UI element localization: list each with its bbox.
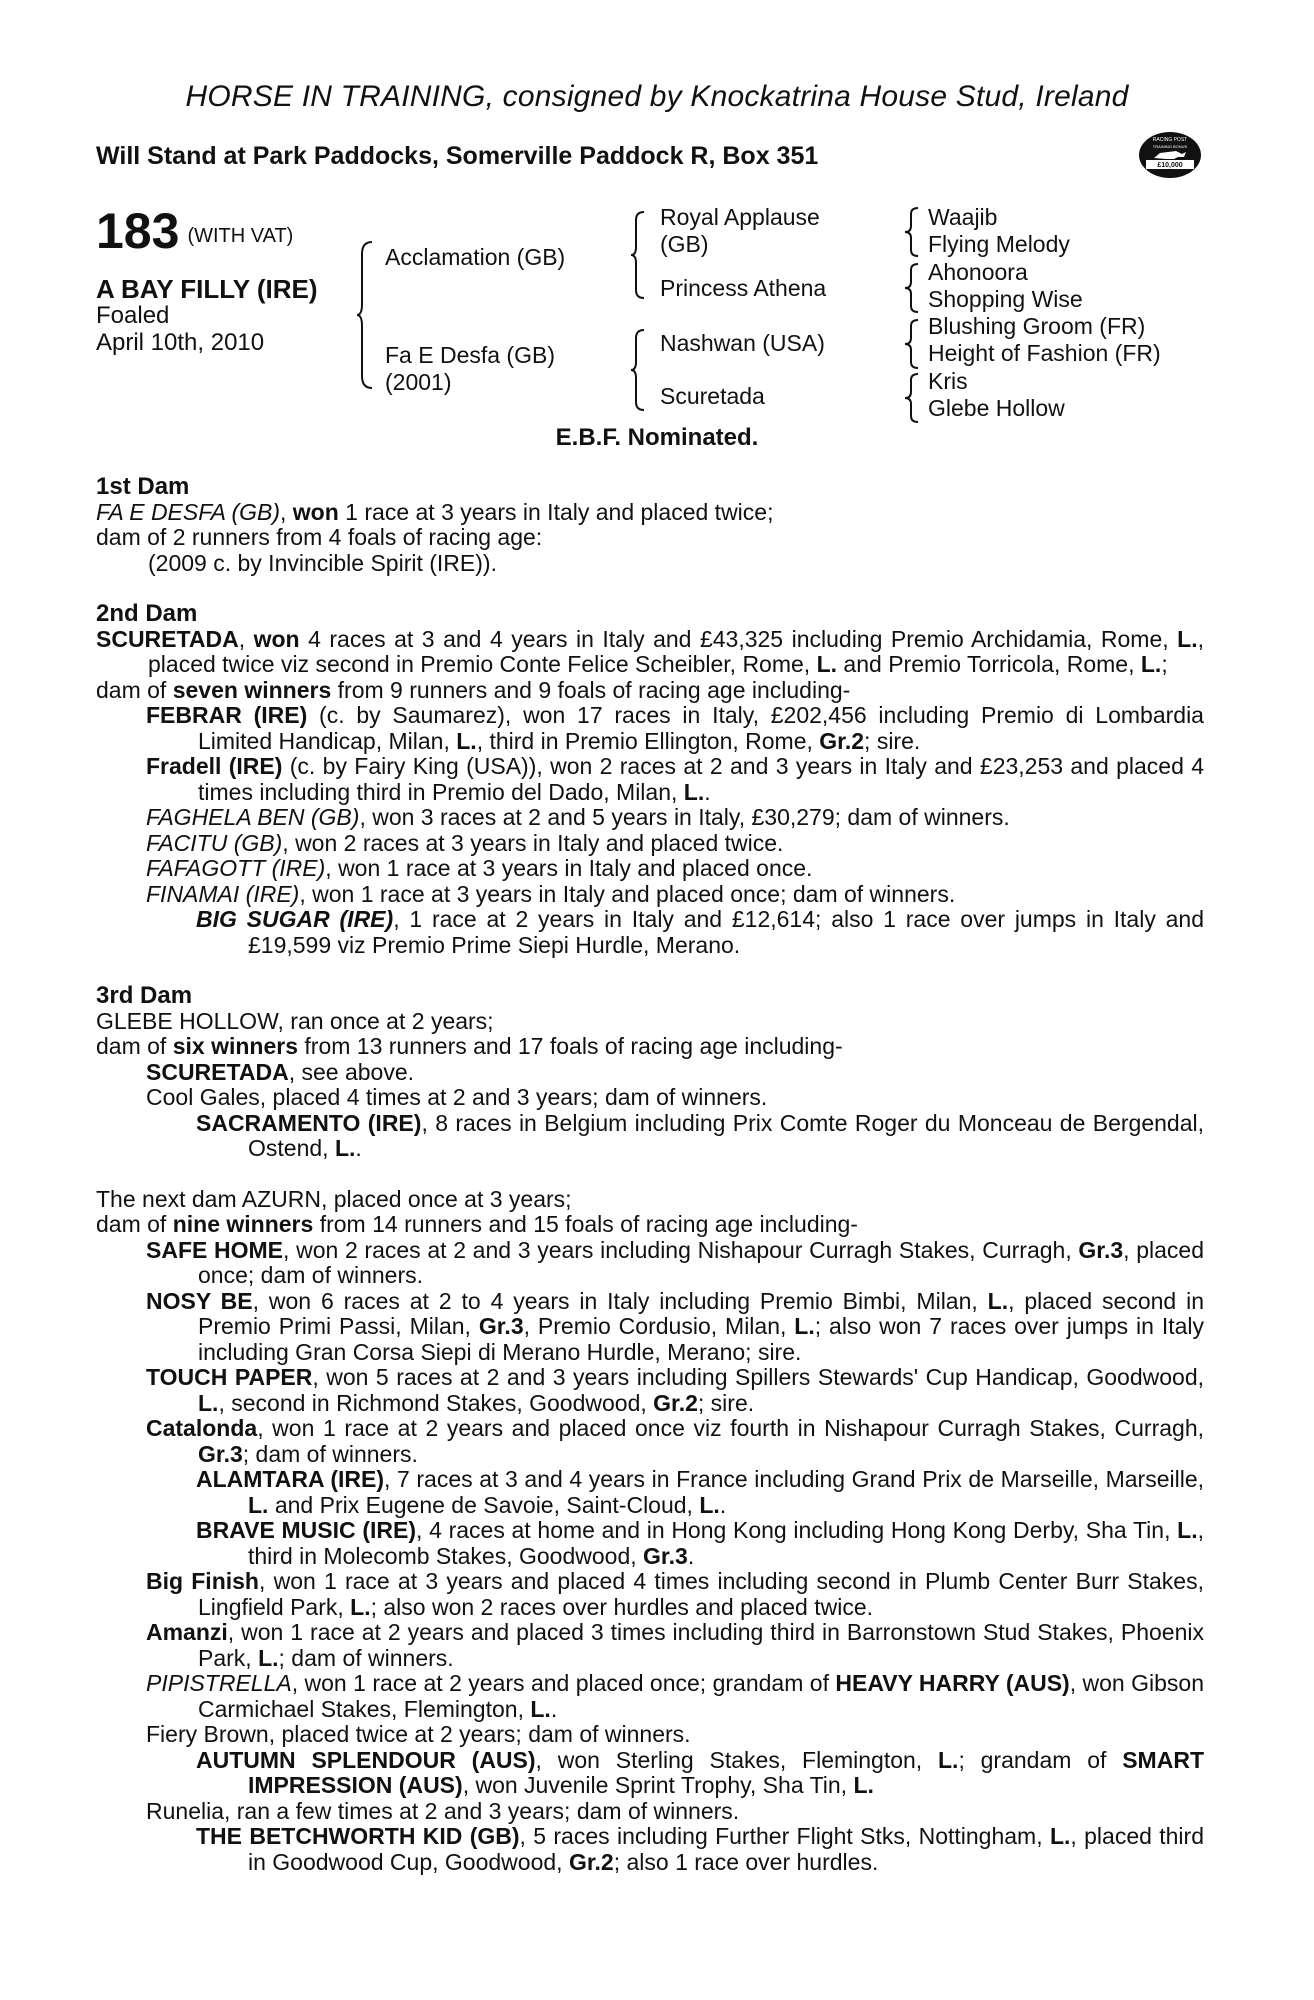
badge-text-top: RACING POST — [1152, 137, 1188, 143]
produce-fradell: Fradell (IRE) (c. by Fairy King (USA)), won 2 races at 2 and 3 years in Italy and £23,253 and placed 4 times including third in Premio del Dado, Milan, L.. — [146, 753, 1205, 805]
next-dam-line: The next dam AZURN, placed once at 3 years; — [96, 1185, 572, 1212]
produce-runelia: Runelia, ran a few times at 2 and 3 years; dam of winners. — [146, 1797, 740, 1824]
produce-fafagott: FAFAGOTT (IRE), won 1 race at 3 years in Italy and placed once. — [146, 855, 813, 881]
second-dam-produce: dam of seven winners from 9 runners and 9 foals of racing age including- — [96, 676, 851, 703]
foaled-label: Foaled — [96, 302, 170, 329]
produce-betchworth-kid: THE BETCHWORTH KID (GB), 5 races including Further Flight Stks, Nottingham, L., placed third in Goodwood Cup, Goodwood, Gr.2; also 1 race over hurdles. — [196, 1823, 1204, 1875]
pedigree-brace-gen1 — [356, 240, 374, 390]
produce-cool-gales: Cool Gales, placed 4 times at 2 and 3 years; dam of winners. — [146, 1084, 768, 1110]
pedigree-brace-gen3-1 — [904, 206, 920, 258]
foaled-date: April 10th, 2010 — [96, 329, 265, 356]
produce-febrar: FEBRAR (IRE) (c. by Saumarez), won 17 races in Italy, £202,456 including Premio di Lombardia Limited Handicap, Milan, L., third in Premio Ellington, Rome, Gr.2; sire. — [146, 702, 1204, 754]
pedigree-sire-sire — [660, 204, 820, 258]
produce-faghela: FAGHELA BEN (GB), won 3 races at 2 and 5 years in Italy, £30,279; dam of winners. — [146, 804, 1010, 830]
produce-pipistrella: PIPISTRELLA, won 1 race at 2 years and placed once; grandam of HEAVY HARRY (AUS), won Gibson Carmichael Stakes, Flemington, L.. — [146, 1670, 1204, 1722]
produce-scuretada: SCURETADA, see above. — [146, 1058, 414, 1085]
third-dam-produce: dam of six winners from 13 runners and 17 foals of racing age including- — [96, 1033, 843, 1059]
pedigree-gen3-1: Waajib — [928, 204, 998, 230]
second-dam-heading: 2nd Dam — [96, 600, 198, 627]
first-dam-foal: (2009 c. by Invincible Spirit (IRE)). — [148, 549, 497, 576]
pedigree-gen3-8: Glebe Hollow — [928, 395, 1065, 421]
racing-post-trophy-icon — [1138, 130, 1202, 180]
pedigree-dam-name: Fa E Desfa (GB) — [385, 342, 555, 368]
page-title: HORSE IN TRAINING, consigned by Knockatrina House Stud, Ireland — [185, 80, 1129, 113]
badge-text-mid: TRAINING BONUS — [1152, 144, 1188, 149]
produce-big-finish: Big Finish, won 1 race at 3 years and placed 4 times including second in Plumb Center Burr Stakes, Lingfield Park, L.; also won 2 races over hurdles and placed twice. — [146, 1568, 1204, 1620]
produce-amanzi: Amanzi, won 1 race at 2 years and placed 3 times including third in Barronstown Stud Stakes, Phoenix Park, L.; dam of winners. — [146, 1619, 1204, 1671]
first-dam-heading: 1st Dam — [96, 473, 190, 500]
pedigree-dam-year: (2001) — [385, 369, 452, 395]
pedigree-dam-sire: Nashwan (USA) — [660, 330, 825, 356]
ebf-nominated: E.B.F. Nominated. — [555, 424, 759, 451]
produce-catalonda: Catalonda, won 1 race at 2 years and placed once viz fourth in Nishapour Curragh Stakes, Curragh, Gr.3; dam of winners. — [146, 1415, 1204, 1467]
pedigree-sire-sire-country: (GB) — [660, 231, 709, 257]
produce-safe-home: SAFE HOME, won 2 races at 2 and 3 years including Nishapour Curragh Stakes, Curragh, Gr.3, placed once; dam of winners. — [146, 1236, 1204, 1288]
pedigree-brace-gen3-4 — [904, 372, 920, 424]
pedigree-brace-sire — [630, 210, 646, 300]
first-dam-produce: dam of 2 runners from 4 foals of racing age: — [96, 524, 543, 550]
pedigree-brace-gen3-2 — [904, 262, 920, 314]
pedigree-gen3-5: Blushing Groom (FR) — [928, 313, 1146, 339]
lot-vat: (WITH VAT) — [187, 225, 294, 247]
second-dam-record: SCURETADA, won 4 races at 3 and 4 years in Italy and £43,325 including Premio Archidamia, Rome, L., placed twice viz second in Premio Conte Felice Scheibler, Rome, L. and Premio Torricola, Rome, L.; — [96, 625, 1204, 677]
pedigree-gen3-3: Ahonoora — [928, 259, 1028, 285]
produce-brave-music: BRAVE MUSIC (IRE), 4 races at home and in Hong Kong including Hong Kong Derby, Sha Tin, L., third in Molecomb Stakes, Goodwood, Gr.3. — [196, 1517, 1204, 1569]
pedigree-sire-dam: Princess Athena — [660, 275, 827, 301]
pedigree-gen3-4: Shopping Wise — [928, 286, 1083, 312]
next-dam-produce: dam of nine winners from 14 runners and 15 foals of racing age including- — [96, 1211, 858, 1237]
lot-description: A BAY FILLY (IRE) — [96, 274, 318, 304]
produce-big-sugar: BIG SUGAR (IRE), 1 race at 2 years in Italy and £12,614; also 1 race over jumps in Italy and £19,599 viz Premio Prime Siepi Hurdle, Merano. — [196, 906, 1204, 958]
pedigree-gen3-6: Height of Fashion (FR) — [928, 340, 1161, 366]
sale-location: Will Stand at Park Paddocks, Somerville Paddock R, Box 351 — [96, 142, 819, 170]
produce-finamai: FINAMAI (IRE), won 1 race at 3 years in Italy and placed once; dam of winners. — [146, 880, 956, 907]
pedigree-dam-dam: Scuretada — [660, 383, 765, 409]
produce-facitu: FACITU (GB), won 2 races at 3 years in Italy and placed twice. — [146, 829, 784, 856]
produce-touch-paper: TOUCH PAPER, won 5 races at 2 and 3 years including Spillers Stewards' Cup Handicap, Goodwood, L., second in Richmond Stakes, Goodwood, Gr.2; sire. — [146, 1364, 1204, 1416]
pedigree-gen3-2: Flying Melody — [928, 231, 1070, 257]
foaled-info — [96, 302, 264, 356]
lot-number: 183 — [96, 203, 180, 259]
lot-heading — [96, 203, 294, 259]
pedigree-gen3-7: Kris — [928, 368, 968, 394]
third-dam-line: GLEBE HOLLOW, ran once at 2 years; — [96, 1007, 494, 1034]
pedigree-brace-dam — [630, 328, 646, 412]
badge-text-bottom: £10,000 — [1157, 162, 1183, 169]
produce-nosy-be: NOSY BE, won 6 races at 2 to 4 years in Italy including Premio Bimbi, Milan, L., placed second in Premio Primi Passi, Milan, Gr.3, Premio Cordusio, Milan, L.; also won 7 races over jumps in Italy including Gran Corsa Siepi di Merano Hurdle, Merano; sire. — [146, 1287, 1205, 1365]
produce-fiery-brown: Fiery Brown, placed twice at 2 years; dam of winners. — [146, 1721, 691, 1747]
produce-alamtara: ALAMTARA (IRE), 7 races at 3 and 4 years in France including Grand Prix de Marseille, Marseille, L. and Prix Eugene de Savoie, Saint-Cloud, L.. — [196, 1466, 1205, 1518]
produce-record — [96, 474, 1204, 1875]
pedigree-brace-gen3-3 — [904, 318, 920, 370]
third-dam-heading: 3rd Dam — [96, 982, 193, 1009]
produce-sacramento: SACRAMENTO (IRE), 8 races in Belgium including Prix Comte Roger du Monceau de Bergendal, Ostend, L.. — [196, 1109, 1204, 1161]
first-dam-line: FA E DESFA (GB), won 1 race at 3 years in Italy and placed twice; — [96, 498, 774, 525]
pedigree-dam — [385, 342, 555, 396]
produce-autumn-splendour: AUTUMN SPLENDOUR (AUS), won Sterling Stakes, Flemington, L.; grandam of SMART IMPRESSION (AUS), won Juvenile Sprint Trophy, Sha Tin, L. — [196, 1746, 1204, 1798]
pedigree-sire-sire-name: Royal Applause — [660, 204, 820, 230]
pedigree-sire: Acclamation (GB) — [385, 244, 566, 270]
